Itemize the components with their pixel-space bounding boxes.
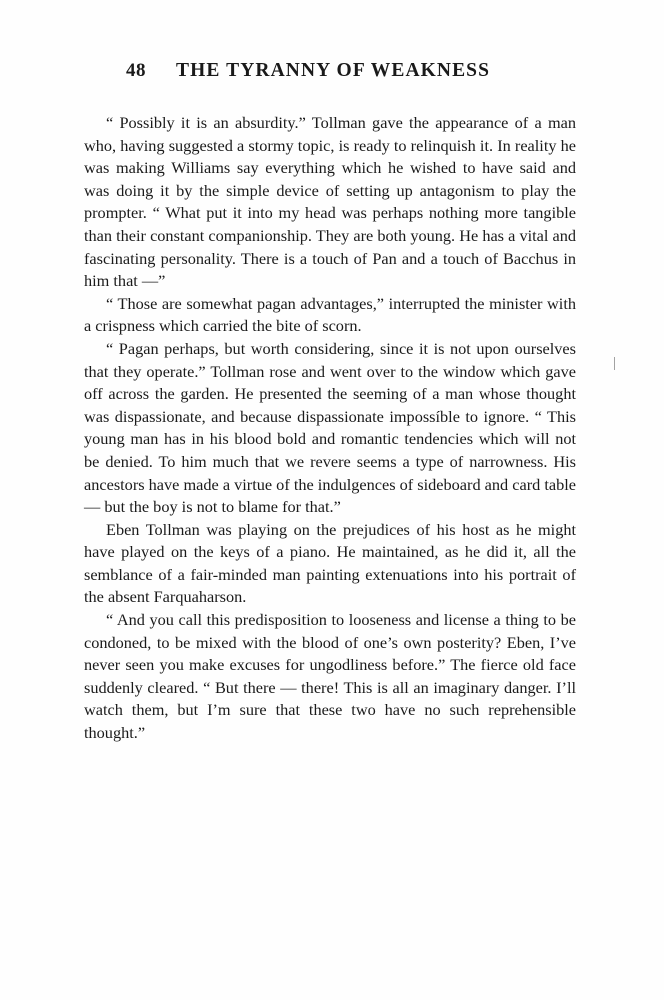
running-head: THE TYRANNY OF WEAKNESS xyxy=(176,60,491,81)
page-body xyxy=(84,112,576,745)
paragraph: “ Those are somewhat pagan advantages,” interrupted the minister with a crispness which carried the bite of scorn. xyxy=(84,293,576,336)
page-header xyxy=(126,60,608,82)
page-number: 48 xyxy=(126,60,146,81)
page-blemish xyxy=(614,357,615,370)
paragraph: “ And you call this predisposition to looseness and license a thing to be condoned, to be mixed with the blood of one’s own posterity? Eben, I’ve never seen you make excuses for ungodliness before.” The fierce old face suddenly cleared. “ But there — there! This is all an imaginary danger. I’ll watch them, but I’m sure that these two have no such reprehensible thought.” xyxy=(84,610,576,743)
paragraph: “ Pagan perhaps, but worth considering, since it is not upon ourselves that they operate.” Tollman rose and went over to the window which gave off across the garden. He presented the seeming of a man whose thought was dispassionate, and because dispassionate impossíble to ignore. “ This young man has in his blood bold and romantic tendencies which will not be denied. To him much that we revere seems a type of narrowness. His ancestors have made a virtue of the indulgences of sideboard and card table — but the boy is not to blame for that.” xyxy=(84,338,576,517)
paragraph: Eben Tollman was playing on the prejudices of his host as he might have played on the keys of a piano. He maintained, as he did it, all the semblance of a fair-minded man painting extenuations into his portrait of the absent Farquaharson. xyxy=(84,519,576,607)
paragraph: “ Possibly it is an absurdity.” Tollman gave the appearance of a man who, having suggested a stormy topic, is ready to relinquish it. In reality he was making Williams say everything which he wished to have said and was doing it by the simple device of setting up antagonism to play the prompter. “ What put it into my head was perhaps nothing more tangible than their constant companionship. They are both young. He has a vital and fascinating personality. There is a touch of Pan and a touch of Bacchus in him that —” xyxy=(84,113,576,291)
